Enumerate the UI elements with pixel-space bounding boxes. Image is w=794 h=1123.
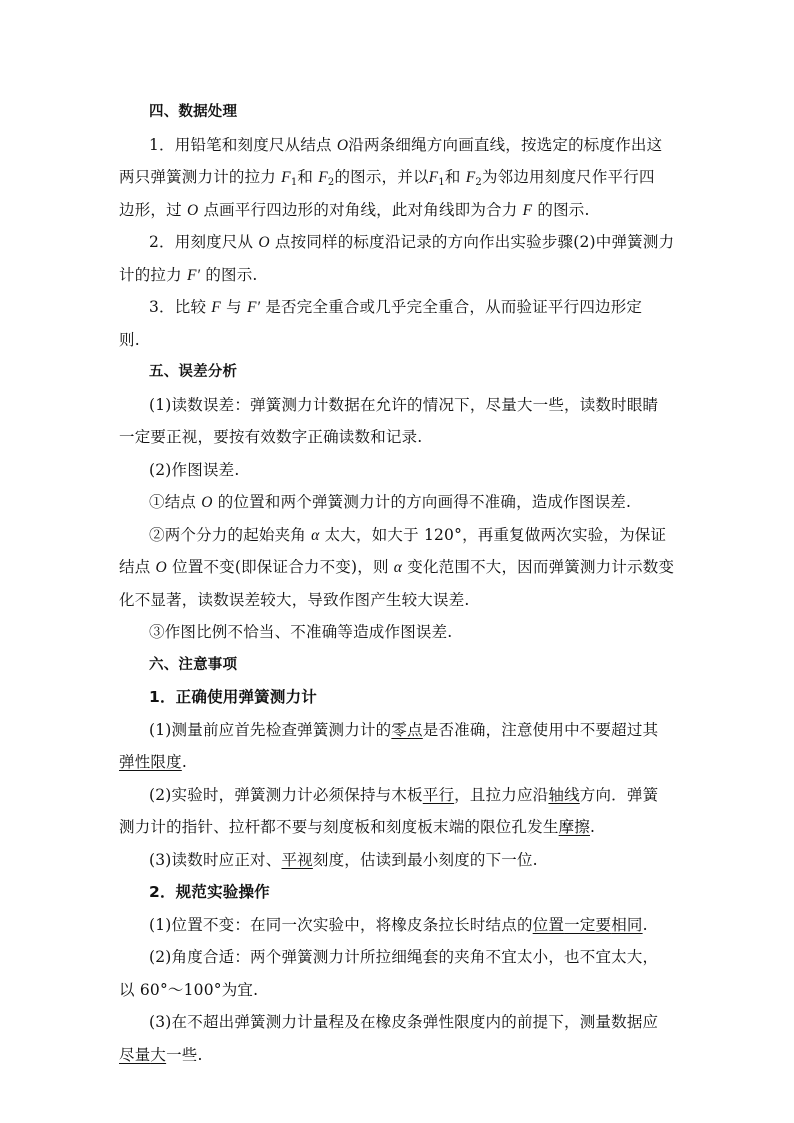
text: 结点: [119, 558, 156, 576]
symbol-O: O: [258, 234, 270, 251]
text: 两只弹簧测力计的拉力: [119, 168, 282, 186]
paragraph-line: [119, 259, 679, 292]
underlined-term: 平视: [281, 850, 313, 869]
subscript: 1: [290, 177, 298, 188]
underlined-term: 位置: [532, 915, 565, 934]
symbol-F-prime: F′: [186, 266, 201, 284]
text: 一些.: [166, 1045, 203, 1064]
symbol-O: O: [201, 494, 213, 511]
text: 点画平行四边形的对角线，此对角线即为合力: [198, 200, 523, 219]
symbol-F: F: [428, 169, 439, 186]
text: 是否准确，注意使用中不要超过其: [422, 720, 659, 739]
paragraph-line: [119, 909, 679, 942]
paragraph-line: 一定要正视，要按有效数字正确读数和记录.: [119, 428, 423, 446]
underlined-term: 摩擦: [558, 818, 591, 836]
paragraph-line: [119, 129, 679, 162]
paragraph-line: [119, 811, 679, 844]
symbol-alpha: α: [393, 559, 403, 576]
text: 太大，如大于 120°，再重复做两次实验，为保证: [319, 525, 667, 544]
text: 和: [297, 168, 319, 186]
text: 2．用刻度尺从: [149, 233, 259, 251]
paragraph-line: [119, 714, 679, 747]
symbol-F: F: [281, 169, 291, 186]
underlined-term: 一定要: [564, 915, 612, 934]
text: 3．比较: [149, 298, 212, 316]
text: 测力计的指针、拉杆都不要与刻度板和刻度板末端的限位孔发生: [119, 818, 559, 836]
symbol-F: F: [465, 169, 476, 186]
underlined-term: 大: [150, 1045, 167, 1064]
section-heading-error-analysis: 五、误差分析: [149, 364, 238, 380]
symbol-F: F: [522, 201, 533, 219]
paragraph-line: [119, 519, 679, 552]
text: 点按同样的标度沿记录的方向作出实验步骤(2)中弹簧测力: [269, 233, 675, 251]
text: (1)测量前应首先检查弹簧测力计的: [149, 720, 392, 739]
symbol-F-prime: F′: [246, 299, 261, 316]
paragraph-line: (3)在不超出弹簧测力计量程及在橡皮条弹性限度内的前提下，测量数据应: [149, 1013, 659, 1031]
symbol-F: F: [318, 169, 328, 186]
subscript: 2: [327, 177, 335, 188]
text: ①结点: [149, 493, 202, 511]
text: 是否完全重合或几乎完全重合，从而验证平行四边形定: [260, 298, 643, 316]
document-body: [119, 96, 679, 1071]
underlined-term: 弹性限度: [119, 753, 182, 771]
section-heading-data-processing: 四、数据处理: [149, 104, 238, 120]
symbol-O: O: [155, 559, 167, 576]
text: (3)读数时应正对、: [149, 850, 282, 869]
underlined-term: 零点: [391, 720, 423, 739]
paragraph-line: (2)角度合适：两个弹簧测力计所拉细绳套的夹角不宜太小，也不宜太大，: [149, 948, 659, 966]
paragraph-line: [119, 746, 679, 779]
text: 边形，过: [119, 200, 187, 219]
section-heading-precautions: 六、注意事项: [149, 656, 238, 673]
text: 的位置和两个弹簧测力计的方向画得不准确，造成作图误差.: [212, 493, 632, 511]
text: ②两个分力的起始夹角: [149, 525, 312, 544]
paragraph-line: (2)作图误差.: [149, 460, 240, 479]
text: .: [590, 818, 596, 836]
text: 计的拉力: [119, 265, 187, 284]
paragraph-line: [119, 1039, 679, 1072]
paragraph-line: 化不显著，读数误差较大，导致作图产生较大误差.: [119, 590, 470, 609]
text: .: [642, 915, 648, 934]
text: 1．用铅笔和刻度尺从结点: [149, 135, 337, 154]
paragraph-line: [119, 226, 679, 259]
text: 沿两条细绳方向画直线，按选定的标度作出这: [348, 135, 663, 154]
symbol-O: O: [186, 201, 199, 219]
paragraph-line: [119, 291, 679, 324]
symbol-O: O: [336, 136, 349, 154]
text: .: [181, 753, 187, 771]
underlined-term: 相同: [611, 915, 643, 934]
subheading: 1．正确使用弹簧测力计: [149, 688, 317, 706]
paragraph-line: [119, 161, 679, 194]
underlined-term: 尽量: [119, 1045, 151, 1064]
text: ，且拉力应沿: [454, 785, 549, 804]
text: 位置不变(即保证合力不变)，则: [166, 558, 394, 576]
paragraph-line: [119, 779, 679, 812]
symbol-alpha: α: [311, 526, 320, 544]
text: 的图示.: [532, 200, 590, 219]
underlined-term: 轴线: [548, 785, 580, 804]
paragraph-line: (1)读数误差：弹簧测力计数据在允许的情况下，尽量大一些，读数时眼睛: [149, 395, 659, 414]
text: 的图示.: [200, 265, 258, 284]
paragraph-line: [119, 551, 679, 584]
subscript: 2: [475, 177, 482, 188]
paragraph-line: ③作图比例不恰当、不准确等造成作图误差.: [149, 623, 453, 641]
text: 与: [220, 298, 247, 316]
text: 变化范围不大，因而弹簧测力计示数变: [402, 558, 675, 576]
paragraph-line: 以 60°～100°为宜.: [119, 980, 259, 999]
subheading: 2．规范实验操作: [149, 883, 270, 901]
text: 为邻边用刻度尺作平行四: [481, 168, 655, 186]
paragraph-line: [119, 844, 679, 877]
paragraph-line: [119, 194, 679, 227]
symbol-F: F: [211, 299, 221, 316]
text: 刻度，估读到最小刻度的下一位.: [312, 850, 538, 869]
text: (2)实验时，弹簧测力计必须保持与木板: [149, 785, 423, 804]
text: 方向．弹簧: [579, 785, 659, 804]
paragraph-line: [119, 486, 679, 519]
text: 的图示，并以: [334, 168, 429, 186]
subscript: 1: [438, 177, 445, 188]
underlined-term: 平行: [422, 785, 455, 804]
paragraph-line: 则.: [119, 330, 140, 349]
text: (1)位置不变：在同一次实验中，将橡皮条拉长时结点的: [149, 915, 533, 934]
text: 和: [444, 168, 466, 186]
